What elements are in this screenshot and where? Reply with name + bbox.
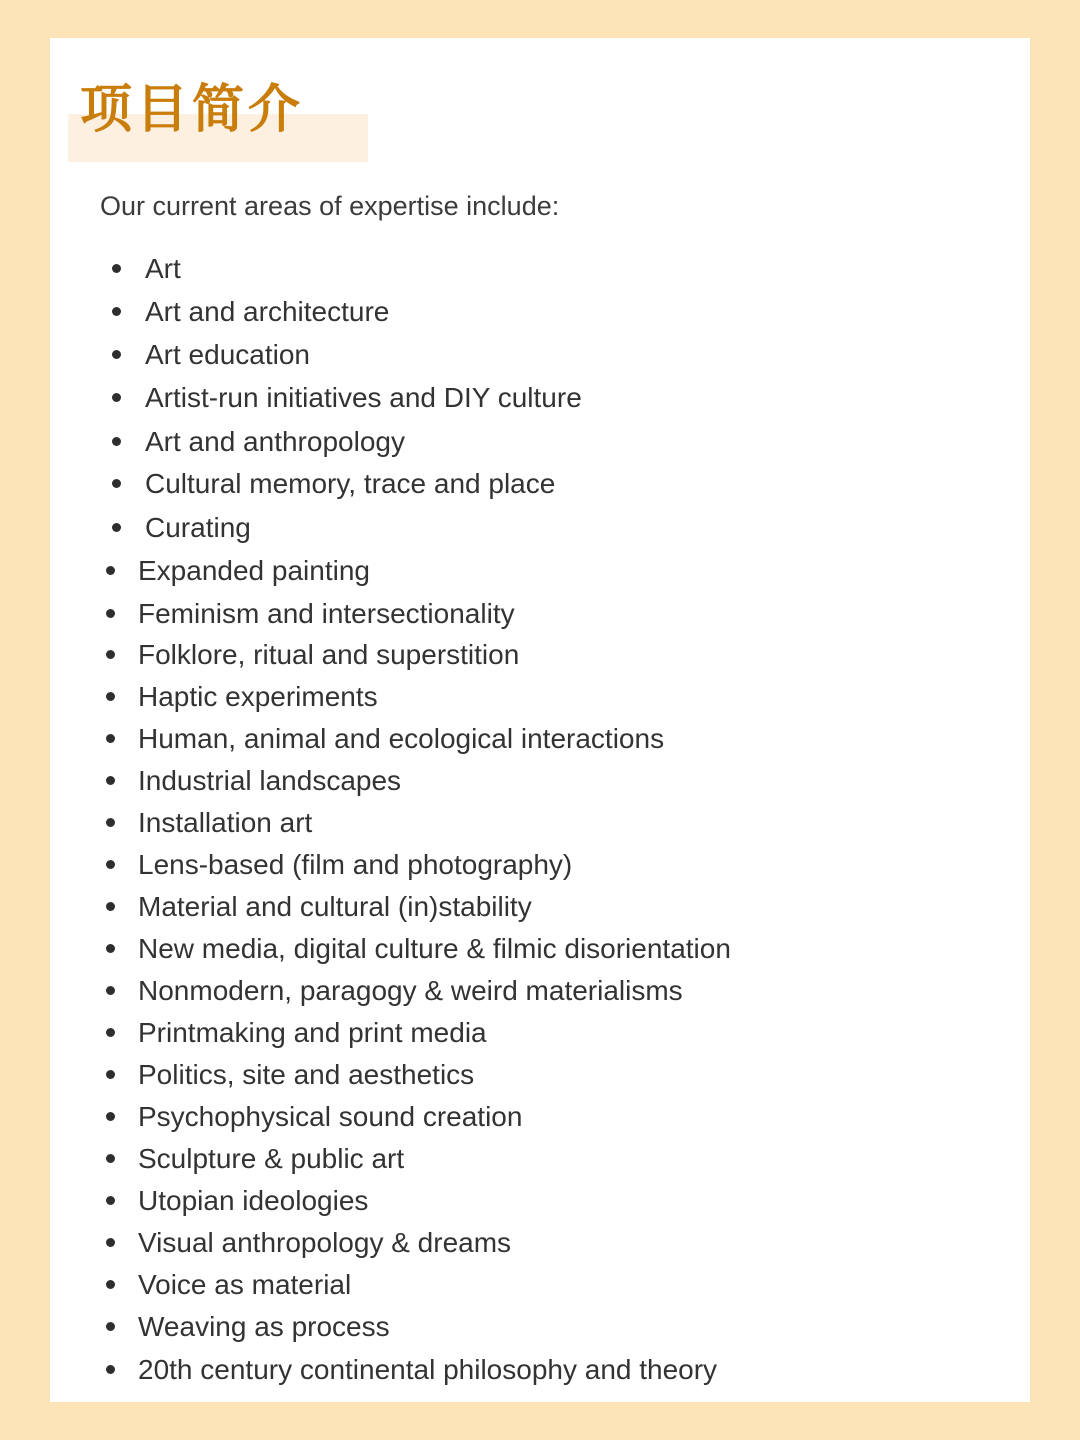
- list-item: [50, 508, 950, 548]
- list-item-label: Politics, site and aesthetics: [138, 1059, 475, 1090]
- list-item: [50, 1139, 950, 1179]
- list-item-label: Curating: [145, 512, 251, 543]
- list-item-label: Material and cultural (in)stability: [138, 891, 532, 922]
- bullet-icon: [112, 393, 121, 402]
- list-item: [50, 1223, 950, 1263]
- list-item-label: Utopian ideologies: [138, 1185, 369, 1216]
- list-item: [50, 335, 950, 375]
- bullet-icon: [106, 609, 115, 618]
- list-item: [50, 292, 950, 332]
- list-item-label: Psychophysical sound creation: [138, 1101, 523, 1132]
- bullet-icon: [106, 1238, 115, 1247]
- list-item-label: Haptic experiments: [138, 681, 378, 712]
- intro-text: Our current areas of expertise include:: [100, 191, 560, 221]
- bullet-icon: [106, 734, 115, 743]
- list-item-label: Lens-based (film and photography): [138, 849, 573, 880]
- bullet-icon: [112, 307, 121, 316]
- bullet-icon: [106, 944, 115, 953]
- bullet-icon: [106, 692, 115, 701]
- list-item: [50, 761, 950, 801]
- bullet-icon: [106, 1154, 115, 1163]
- list-item-label: Printmaking and print media: [138, 1017, 487, 1048]
- bullet-icon: [106, 650, 115, 659]
- list-item-label: Nonmodern, paragogy & weird materialisms: [138, 975, 683, 1006]
- bullet-icon: [106, 902, 115, 911]
- list-item-label: 20th century continental philosophy and theory: [138, 1354, 718, 1385]
- bullet-icon: [106, 818, 115, 827]
- list-item-label: Art: [145, 253, 181, 284]
- list-item-label: Artist-run initiatives and DIY culture: [145, 382, 582, 413]
- bullet-icon: [106, 1280, 115, 1289]
- list-item-label: Folklore, ritual and superstition: [138, 639, 520, 670]
- bullet-icon: [112, 437, 121, 446]
- list-item: [50, 845, 950, 885]
- list-item-label: Industrial landscapes: [138, 765, 402, 796]
- bullet-icon: [106, 860, 115, 869]
- bullet-icon: [106, 1196, 115, 1205]
- list-item-label: Art and architecture: [145, 296, 390, 327]
- list-item-label: Sculpture & public art: [138, 1143, 405, 1174]
- list-item: [50, 1097, 950, 1137]
- title-block: [68, 70, 368, 166]
- list-item: [50, 551, 950, 591]
- content-card: [50, 38, 1030, 1402]
- bullet-icon: [106, 1112, 115, 1121]
- list-item: [50, 594, 950, 634]
- list-item-label: Installation art: [138, 807, 313, 838]
- list-item: [50, 887, 950, 927]
- list-item: [50, 677, 950, 717]
- list-item-label: Expanded painting: [138, 555, 370, 586]
- list-item: [50, 378, 950, 418]
- bullet-icon: [106, 986, 115, 995]
- bullet-icon: [106, 566, 115, 575]
- list-item: [50, 422, 950, 462]
- list-item: [50, 635, 950, 675]
- list-item: [50, 719, 950, 759]
- bullet-icon: [106, 776, 115, 785]
- list-item: [50, 464, 950, 504]
- list-item-label: Voice as material: [138, 1269, 352, 1300]
- bullet-icon: [112, 350, 121, 359]
- bullet-icon: [106, 1365, 115, 1374]
- list-item: [50, 1265, 950, 1305]
- list-item-label: New media, digital culture & filmic disorientation: [138, 933, 731, 964]
- list-item: [50, 1307, 950, 1347]
- list-item-label: Weaving as process: [138, 1311, 390, 1342]
- list-item-label: Art education: [145, 339, 310, 370]
- list-item: [50, 249, 950, 289]
- list-item: [50, 971, 950, 1011]
- bullet-icon: [112, 479, 121, 488]
- list-item-label: Feminism and intersectionality: [138, 598, 515, 629]
- bullet-icon: [106, 1322, 115, 1331]
- list-item-label: Visual anthropology & dreams: [138, 1227, 512, 1258]
- page-title: 项目简介: [80, 80, 305, 140]
- bullet-icon: [106, 1070, 115, 1079]
- list-item: [50, 1055, 950, 1095]
- bullet-icon: [112, 523, 121, 532]
- list-item-label: Art and anthropology: [145, 426, 405, 457]
- bullet-icon: [112, 264, 121, 273]
- list-item: [50, 1350, 950, 1390]
- list-item-label: Human, animal and ecological interactions: [138, 723, 665, 754]
- list-item: [50, 929, 950, 969]
- list-item: [50, 1013, 950, 1053]
- list-item: [50, 1181, 950, 1221]
- bullet-icon: [106, 1028, 115, 1037]
- list-item-label: Cultural memory, trace and place: [145, 468, 556, 499]
- list-item: [50, 803, 950, 843]
